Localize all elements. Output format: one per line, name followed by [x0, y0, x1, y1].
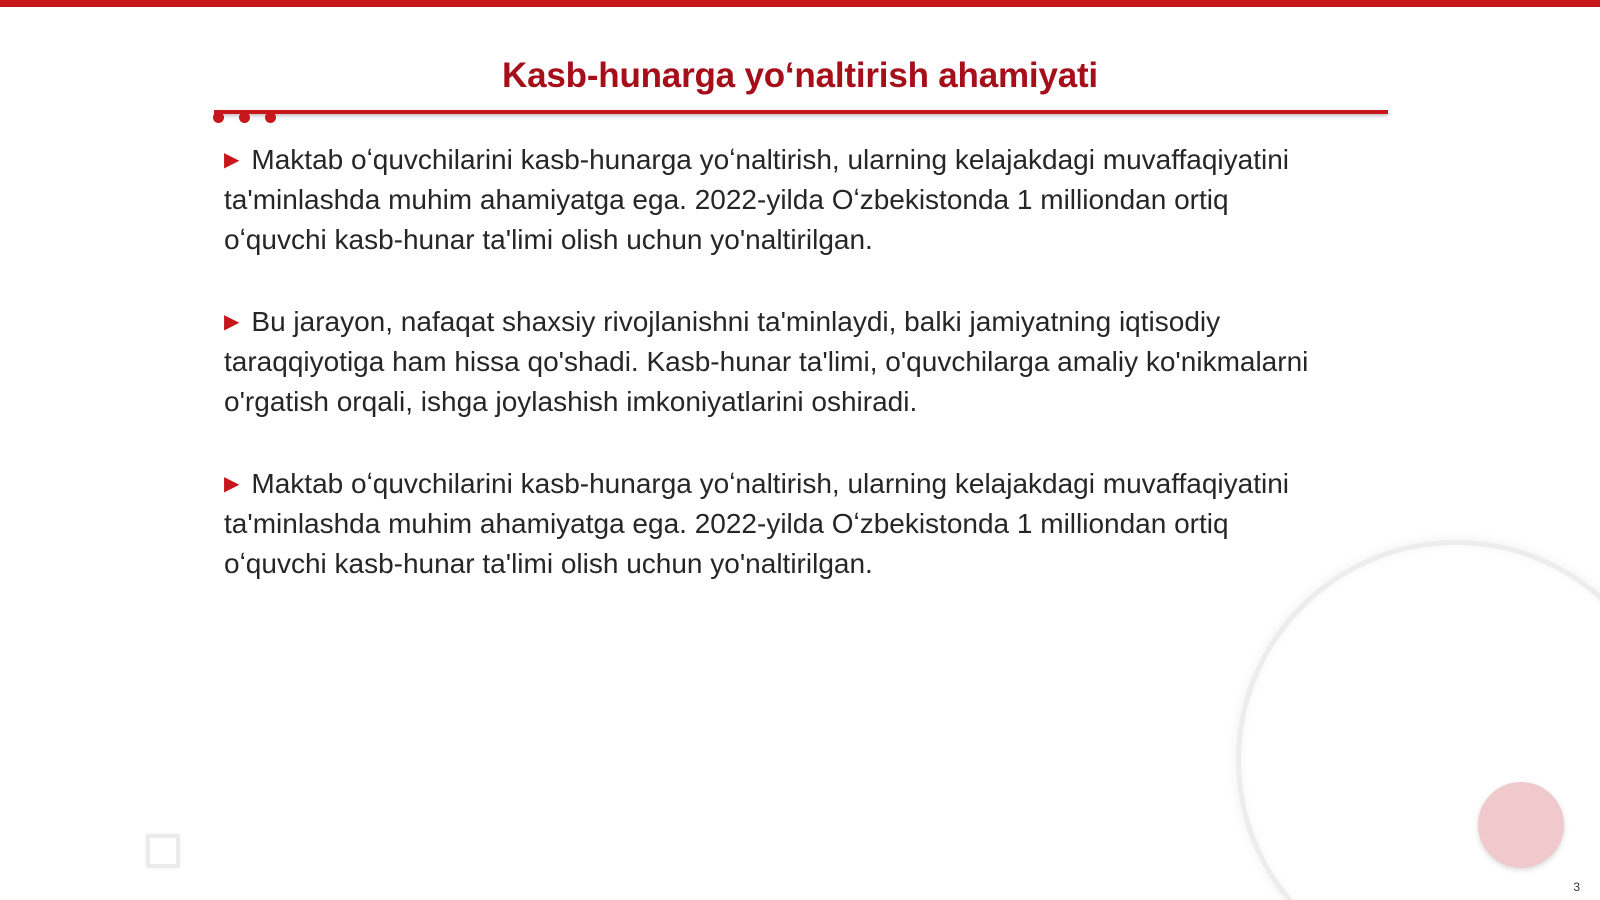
bullet-item: [224, 464, 1334, 584]
top-accent-bar: [0, 0, 1600, 7]
divider-dot: [213, 112, 224, 123]
bullet-item: [224, 302, 1334, 422]
decorative-square: [146, 834, 180, 868]
bullet-text: Maktab oʻquvchilarini kasb-hunarga yoʻnaltirish, ularning kelajakdagi muvaffaqiyatini ta'minlashda muhim ahamiyatga ega. 2022-yilda Oʻzbekistonda 1 milliondan ortiq oʻquvchi kasb-hunar ta'limi olish uchun yo'naltirilgan.: [224, 468, 1290, 579]
title-divider: [214, 110, 1388, 114]
divider-dot: [265, 112, 276, 123]
triangle-bullet-icon: ▶: [224, 311, 240, 333]
slide-title: Kasb-hunarga yoʻnaltirish ahamiyati: [502, 56, 1098, 95]
page-number: 3: [1573, 880, 1580, 894]
bullet-item: [224, 140, 1334, 260]
triangle-bullet-icon: ▶: [224, 149, 240, 171]
divider-dot: [239, 112, 250, 123]
bullet-list: [224, 140, 1334, 626]
bullet-text: Maktab oʻquvchilarini kasb-hunarga yoʻnaltirish, ularning kelajakdagi muvaffaqiyatini ta'minlashda muhim ahamiyatga ega. 2022-yilda Oʻzbekistonda 1 milliondan ortiq oʻquvchi kasb-hunar ta'limi olish uchun yo'naltirilgan.: [224, 144, 1290, 255]
triangle-bullet-icon: ▶: [224, 473, 240, 495]
bullet-text: Bu jarayon, nafaqat shaxsiy rivojlanishni ta'minlaydi, balki jamiyatning iqtisodiy taraqqiyotiga ham hissa qo'shadi. Kasb-hunar ta'limi, o'quvchilarga amaliy ko'nikmalarni o'rgatish orqali, ishga joylashish imkoniyatlarini oshiradi.: [224, 306, 1309, 417]
decorative-pink-circle: [1478, 782, 1564, 868]
